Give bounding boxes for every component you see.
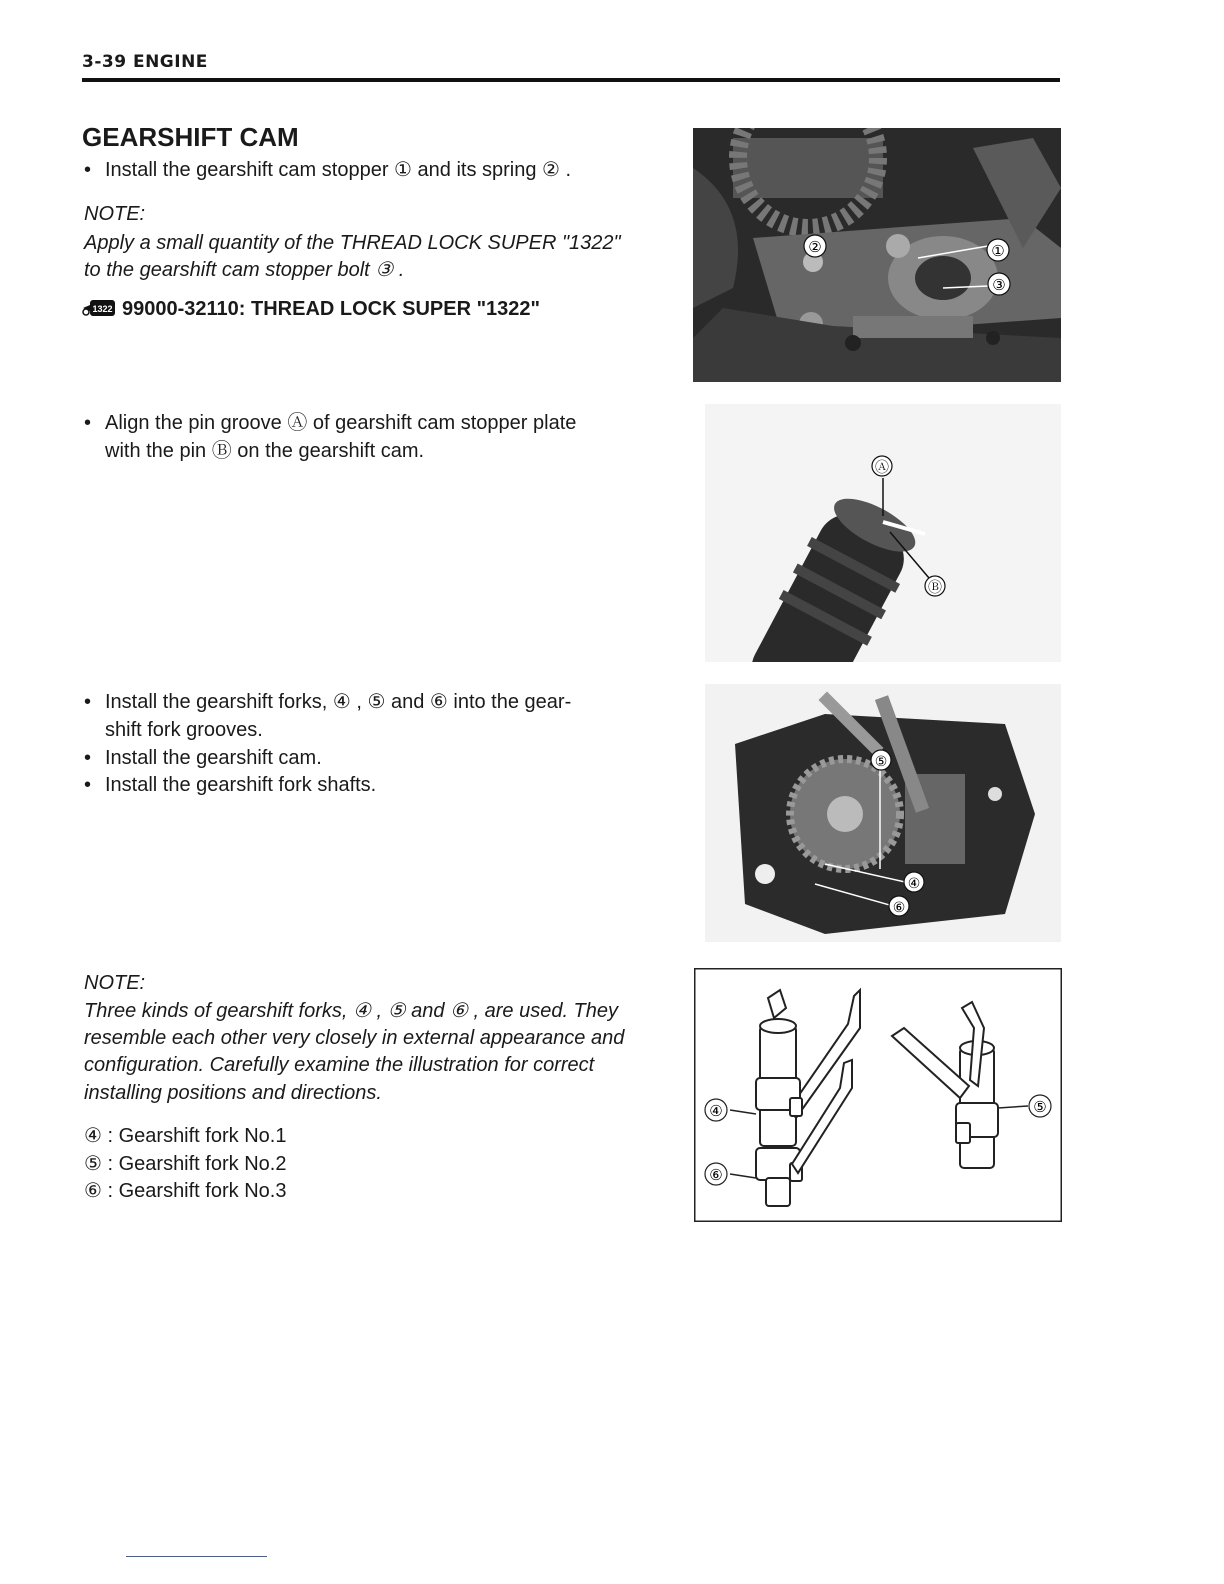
diagram-gearshift-forks — [694, 968, 1062, 1222]
page-header-label: 3-39 ENGINE — [82, 52, 208, 72]
step-install-shafts: • Install the gearshift fork shafts. — [84, 771, 674, 799]
diagram-callout-6: ⑥ — [709, 1166, 723, 1184]
photo1-callout-2: ② — [808, 238, 822, 256]
photo-cam-stopper — [693, 128, 1061, 382]
step-align-pin-line2: with the pin Ⓑ on the gearshift cam. — [105, 440, 425, 462]
photo2-callout-b: Ⓑ — [928, 580, 942, 596]
section-title: GEARSHIFT CAM — [82, 122, 299, 152]
thread-lock-icon-text: 1322 — [92, 304, 113, 314]
legend-fork-2: ⑤ : Gearshift fork No.2 — [84, 1153, 287, 1175]
photo1-callout-1: ① — [991, 242, 1005, 260]
photo3-callout-5: ⑤ — [874, 754, 888, 770]
step-align-pin-line1: • Align the pin groove Ⓐ of gearshift cam stopper plate — [84, 409, 674, 437]
legend-fork-1: ④ : Gearshift fork No.1 — [84, 1125, 287, 1147]
thread-lock-icon — [82, 299, 116, 317]
note1-line1: Apply a small quantity of the THREAD LOCK SUPER "1322" — [84, 232, 621, 254]
note2-line2: resemble each other very closely in external appearance and — [84, 1027, 625, 1049]
photo3-callout-6: ⑥ — [892, 900, 906, 916]
diagram-callout-5: ⑤ — [1033, 1098, 1047, 1116]
note2-line3: configuration. Carefully examine the illustration for correct — [84, 1054, 595, 1076]
step-install-stopper: • Install the gearshift cam stopper ① and its spring ② . — [84, 156, 674, 184]
photo-forks-installed — [705, 684, 1061, 942]
photo3-callout-4: ④ — [907, 876, 921, 892]
diagram-callout-4: ④ — [709, 1102, 723, 1120]
thread-lock-text: 99000-32110: THREAD LOCK SUPER "1322" — [122, 298, 541, 320]
step-install-forks-line2: shift fork grooves. — [105, 719, 263, 741]
step-install-forks-line1: • Install the gearshift forks, ④ , ⑤ and ⑥ into the gear- — [84, 688, 674, 716]
legend-fork-3: ⑥ : Gearshift fork No.3 — [84, 1180, 287, 1202]
note2-label: NOTE: — [84, 972, 146, 994]
note2-line4: installing positions and directions. — [84, 1082, 382, 1104]
step-install-cam: • Install the gearshift cam. — [84, 744, 674, 772]
thread-lock-spec — [82, 298, 540, 321]
note1-line2: to the gearshift cam stopper bolt ③ . — [84, 259, 405, 281]
photo1-callout-3: ③ — [992, 276, 1006, 294]
page-header — [82, 52, 1060, 82]
note1-label: NOTE: — [84, 203, 146, 225]
photo2-callout-a: Ⓐ — [875, 460, 889, 476]
footer-rule — [126, 1556, 267, 1557]
note2-line1: Three kinds of gearshift forks, ④ , ⑤ and ⑥ , are used. They — [84, 1000, 619, 1022]
photo-cam-pin — [705, 404, 1061, 662]
